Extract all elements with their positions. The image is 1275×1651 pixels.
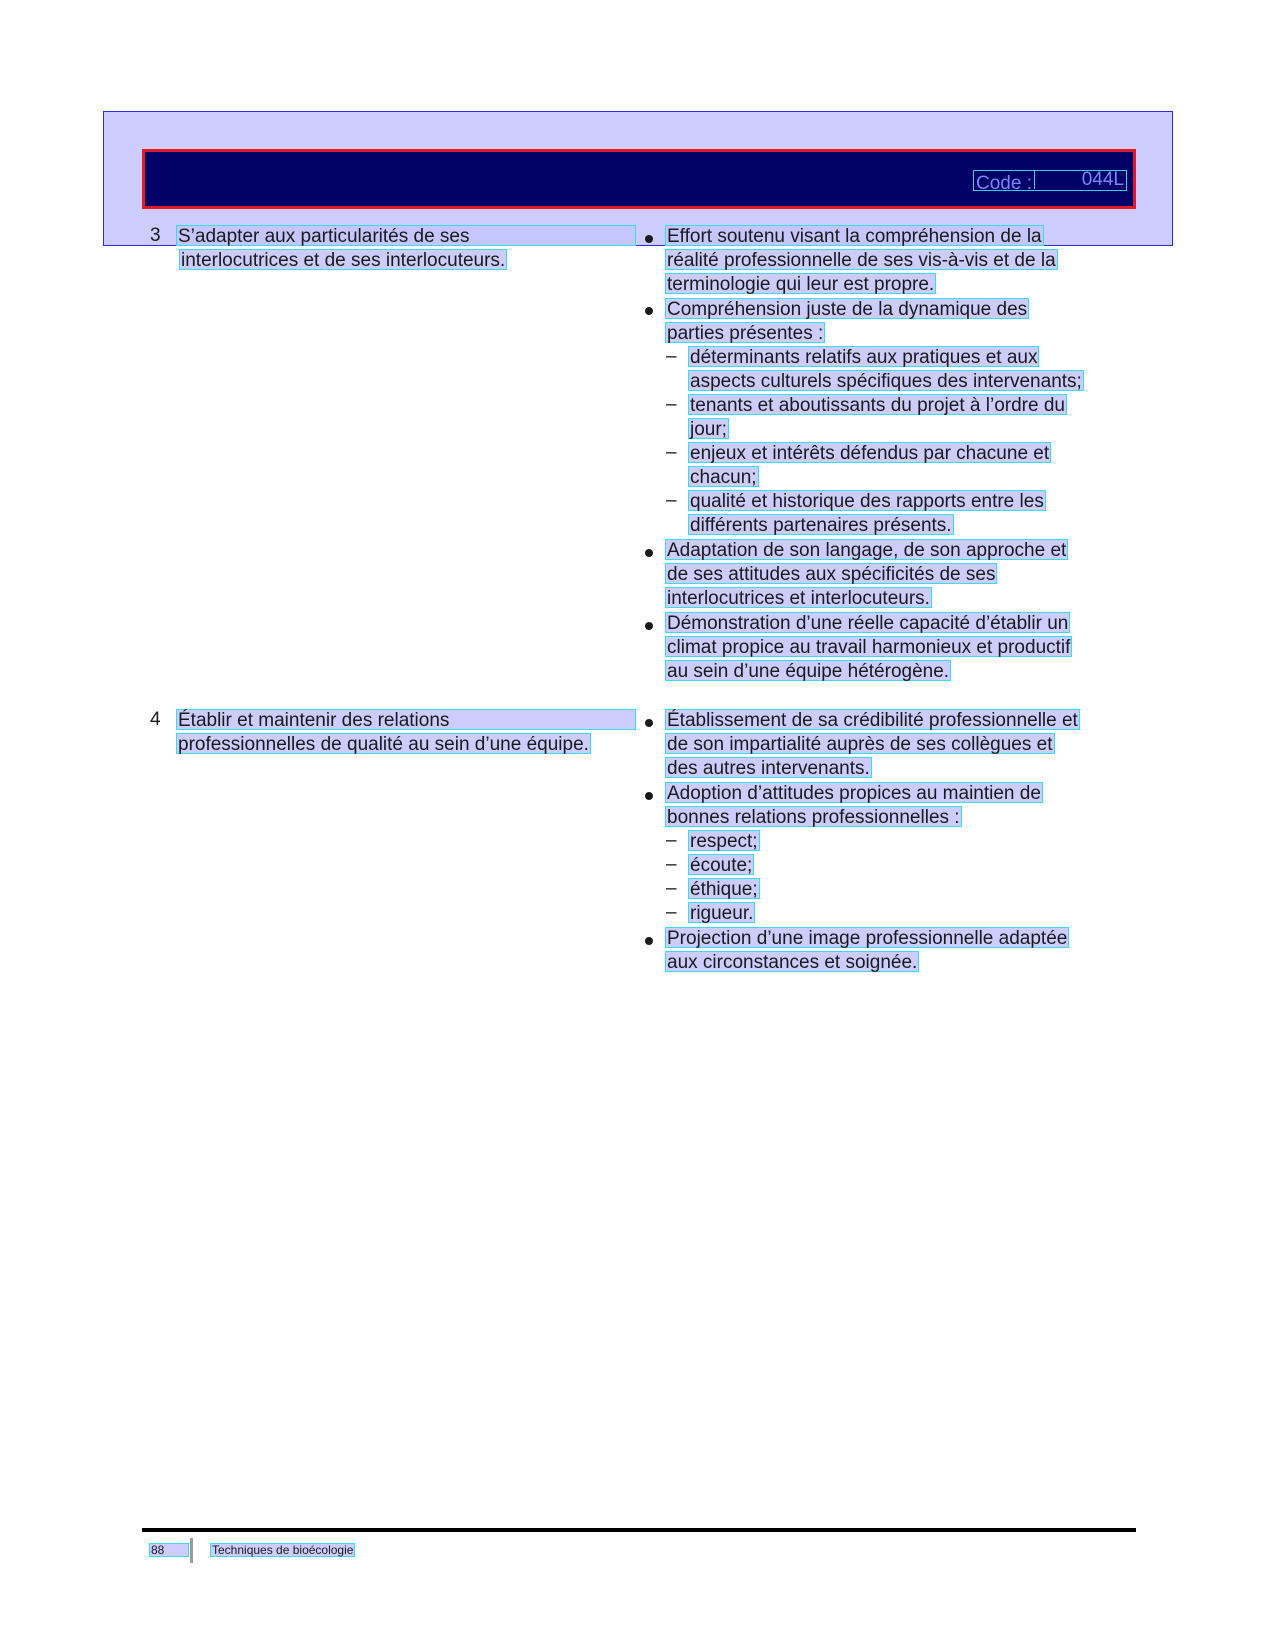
sub-criterion-text: déterminants relatifs aux pratiques et aux — [690, 347, 1038, 368]
criterion-text: interlocutrices et interlocuteurs. — [667, 588, 930, 609]
criterion-text: Adaptation de son langage, de son approche et — [667, 540, 1067, 561]
sub-criterion-text: différents partenaires présents. — [690, 515, 952, 536]
sub-criterion-text: chacun; — [690, 467, 757, 488]
bullet-icon — [645, 792, 653, 800]
criterion-text: parties présentes : — [667, 323, 824, 344]
criterion-text: Effort soutenu visant la compréhension de la — [667, 226, 1042, 247]
course-code — [973, 169, 1127, 194]
element-text: professionnelles de qualité au sein d’une équipe. — [178, 734, 589, 755]
criterion-text: de son impartialité auprès de ses collègues et — [667, 734, 1053, 755]
dash-icon: – — [666, 394, 677, 415]
header-bar — [142, 149, 1136, 209]
element-text: Établir et maintenir des relations — [176, 709, 636, 730]
sub-criterion-text: aspects culturels spécifiques des intervenants; — [690, 371, 1082, 392]
criterion-text: de ses attitudes aux spécificités de ses — [667, 564, 996, 585]
sub-criterion-text: jour; — [690, 419, 727, 440]
bullet-icon — [645, 622, 653, 630]
footer-title: Techniques de bioécologie — [212, 1543, 354, 1557]
bullet-icon — [645, 937, 653, 945]
criterion-text: Compréhension juste de la dynamique des — [667, 299, 1028, 320]
bullet-icon — [645, 235, 653, 243]
criterion-text: Démonstration d’une réelle capacité d’établir un — [667, 613, 1069, 634]
criterion-text: des autres intervenants. — [667, 758, 870, 779]
sub-criterion-text: écoute; — [690, 855, 753, 876]
criterion-text: réalité professionnelle de ses vis-à-vis et de la — [667, 250, 1056, 271]
element-text: interlocutrices et de ses interlocuteurs. — [181, 250, 506, 271]
code-label: Code : — [976, 173, 1032, 194]
page-number: 88 — [149, 1543, 189, 1557]
bullet-icon — [645, 307, 653, 315]
dash-icon: – — [666, 878, 677, 899]
criterion-text: Adoption d’attitudes propices au maintien de — [667, 783, 1041, 804]
sub-criterion-text: rigueur. — [690, 903, 754, 924]
dash-icon: – — [666, 490, 677, 511]
element-number: 4 — [150, 709, 161, 730]
bullet-icon — [645, 719, 653, 727]
criterion-text: aux circonstances et soignée. — [667, 952, 918, 973]
element-text: S’adapter aux particularités de ses — [176, 225, 636, 246]
dash-icon: – — [666, 902, 677, 923]
criterion-text: terminologie qui leur est propre. — [667, 274, 935, 295]
criterion-text: au sein d’une équipe hétérogène. — [667, 661, 950, 682]
footer-rule — [142, 1528, 1136, 1532]
dash-icon: – — [666, 830, 677, 851]
dash-icon: – — [666, 854, 677, 875]
criterion-text: Établissement de sa crédibilité professionnelle et — [667, 710, 1078, 731]
sub-criterion-text: enjeux et intérêts défendus par chacune et — [690, 443, 1050, 464]
criterion-text: climat propice au travail harmonieux et productif — [667, 637, 1071, 658]
footer-divider — [190, 1538, 193, 1563]
bullet-icon — [645, 549, 653, 557]
criterion-text: Projection d’une image professionnelle adaptée — [667, 928, 1068, 949]
sub-criterion-text: éthique; — [690, 879, 758, 900]
dash-icon: – — [666, 442, 677, 463]
dash-icon: – — [666, 346, 677, 367]
criterion-text: bonnes relations professionnelles : — [667, 807, 960, 828]
code-value: 044L — [1081, 169, 1124, 190]
sub-criterion-text: respect; — [690, 831, 758, 852]
element-number: 3 — [150, 225, 161, 246]
sub-criterion-text: qualité et historique des rapports entre les — [690, 491, 1044, 512]
sub-criterion-text: tenants et aboutissants du projet à l’ordre du — [690, 395, 1065, 416]
